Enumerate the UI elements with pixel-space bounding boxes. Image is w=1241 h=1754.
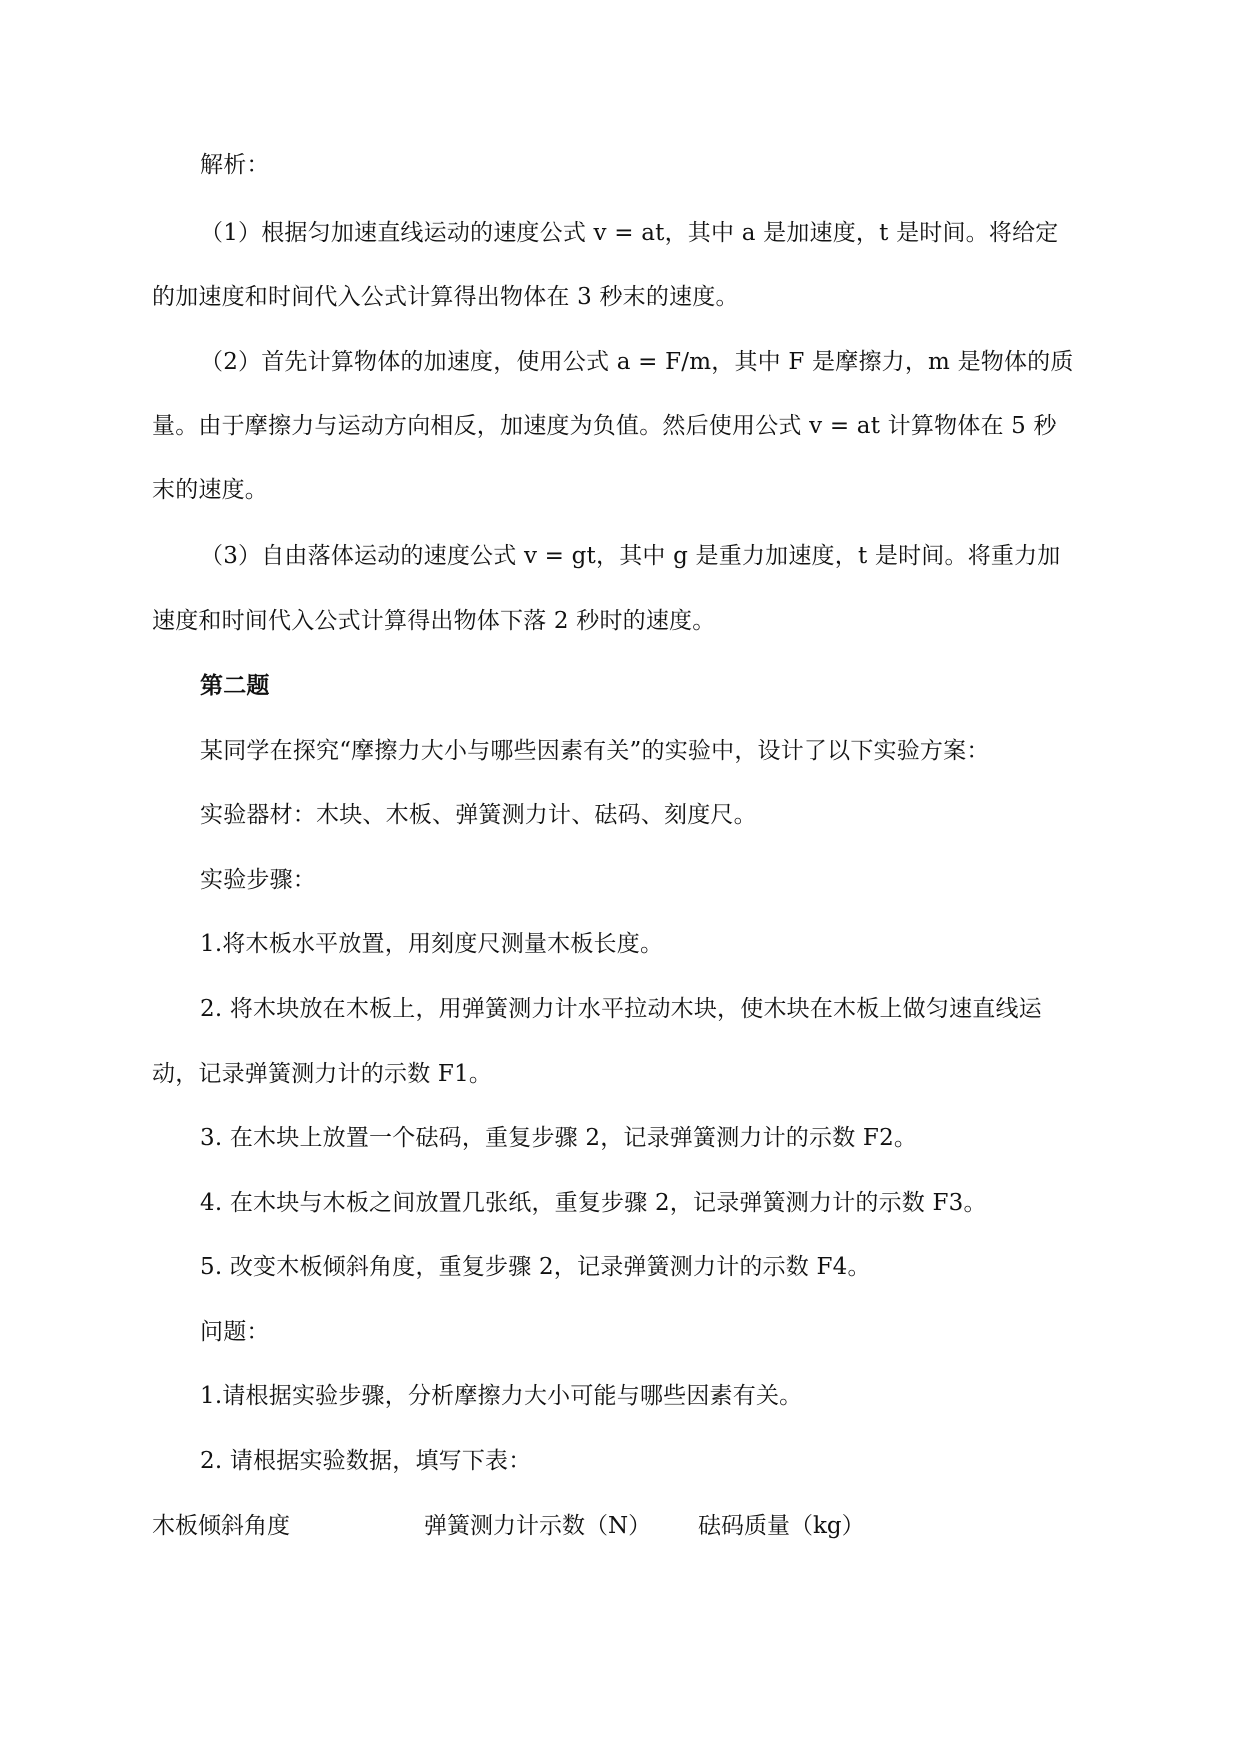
question2-equipment: 实验器材：木块、木板、弹簧测力计、砝码、刻度尺。 (200, 802, 757, 828)
table-header-spring-reading: 弹簧测力计示数（N） (424, 1513, 652, 1539)
analysis-p3-line2: 速度和时间代入公式计算得出物体下落 2 秒时的速度。 (152, 608, 716, 634)
steps-heading: 实验步骤： (200, 867, 316, 893)
questions-heading: 问题： (200, 1319, 270, 1345)
step-4: 4. 在木块与木板之间放置几张纸，重复步骤 2，记录弹簧测力计的示数 F3。 (200, 1190, 987, 1216)
analysis-p2-line2: 量。由于摩擦力与运动方向相反，加速度为负值。然后使用公式 v = at 计算物体在 5 秒 (152, 413, 1057, 439)
question-1: 1.请根据实验步骤，分析摩擦力大小可能与哪些因素有关。 (200, 1383, 803, 1409)
analysis-p2-line1: （2）首先计算物体的加速度，使用公式 a = F/m，其中 F 是摩擦力，m 是物体的质 (200, 349, 1074, 375)
question2-title: 第二题 (200, 672, 270, 699)
analysis-heading: 解析： (200, 152, 270, 178)
analysis-p1-line1: （1）根据匀加速直线运动的速度公式 v = at，其中 a 是加速度，t 是时间。将给定 (200, 220, 1059, 246)
step-2-line2: 动，记录弹簧测力计的示数 F1。 (152, 1061, 493, 1087)
table-header-weight-mass: 砝码质量（kg） (698, 1513, 865, 1539)
step-2-line1: 2. 将木块放在木板上，用弹簧测力计水平拉动木块，使木块在木板上做匀速直线运 (200, 996, 1042, 1022)
analysis-p1-line2: 的加速度和时间代入公式计算得出物体在 3 秒末的速度。 (152, 284, 739, 310)
question-2: 2. 请根据实验数据，填写下表： (200, 1448, 532, 1474)
step-1: 1.将木板水平放置，用刻度尺测量木板长度。 (200, 931, 664, 957)
analysis-p2-line3: 末的速度。 (152, 477, 268, 503)
table-header-angle: 木板倾斜角度 (152, 1513, 290, 1539)
analysis-p3-line1: （3）自由落体运动的速度公式 v = gt，其中 g 是重力加速度，t 是时间。将重力加 (200, 543, 1061, 569)
step-3: 3. 在木块上放置一个砝码，重复步骤 2，记录弹簧测力计的示数 F2。 (200, 1125, 918, 1151)
question2-intro: 某同学在探究“摩擦力大小与哪些因素有关”的实验中，设计了以下实验方案： (200, 738, 990, 764)
step-5: 5. 改变木板倾斜角度，重复步骤 2，记录弹簧测力计的示数 F4。 (200, 1254, 871, 1280)
